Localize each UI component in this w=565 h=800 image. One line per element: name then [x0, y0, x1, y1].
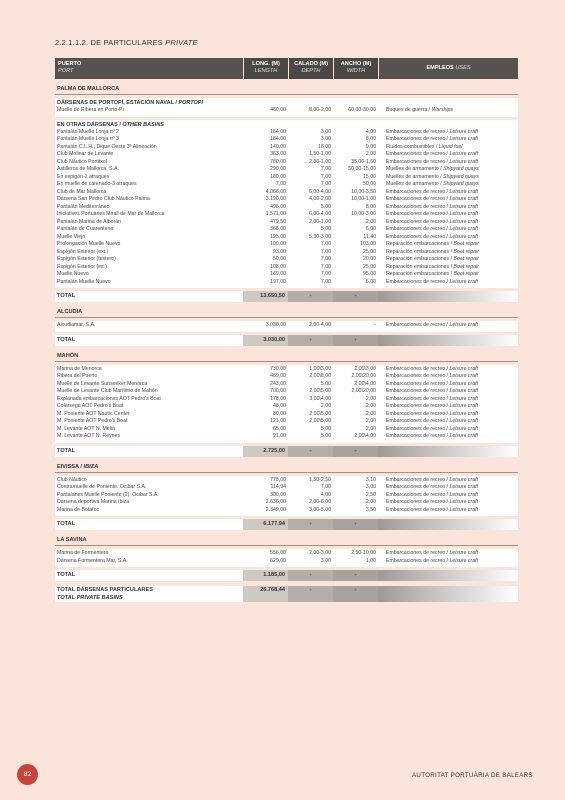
row-use: Embarcaciones de recreo / Leisure craft — [386, 188, 478, 195]
total-row-eivissa: TOTAL 6.177,94 - - — [55, 519, 518, 530]
row-use: Embarcaciones de recreo / Leisure craft — [386, 418, 478, 424]
row-name: Dársena San Pedro Club Náutico Palma — [57, 196, 150, 202]
row-use: Embarcaciones de recreo / Leisure craft — [386, 410, 478, 417]
row-width: - — [374, 322, 376, 328]
row-name: Pantalanes Muelle Poniente (2). Ocibar S.A. — [57, 491, 159, 498]
row-length: 778,00 — [270, 476, 286, 483]
row-use: Embarcaciones de recreo / Leisure craft — [386, 226, 478, 232]
private-basins-table — [55, 58, 518, 602]
row-depth: 1,00\3,00 — [309, 365, 331, 372]
row-width: 10,00-3,00 — [351, 211, 376, 217]
row-name: Pantalán Marina de Alborán — [57, 218, 122, 225]
row-depth: 3,00 — [320, 557, 331, 564]
row-depth: 2,00\8,00 — [309, 373, 331, 379]
row-width: 2,00\4,00 — [354, 380, 376, 387]
table-row — [55, 396, 518, 404]
table-row — [55, 499, 518, 507]
row-name: Muelle Viejo — [57, 233, 86, 240]
table-row — [55, 426, 518, 434]
total-row-alcudia: TOTAL 3.030,00 - - — [55, 335, 518, 346]
row-name: Contramuelle de Poniente. Ocibar S.A. — [57, 484, 147, 490]
table-row — [55, 418, 518, 426]
section-title: 2.2.1.1.2. DE PARTICULARES PRIVATE — [55, 38, 198, 47]
row-name: M. Levante AOT N. Meliá — [57, 425, 115, 432]
row-name: Pantalán Muelle Lonja nº 2 — [57, 128, 119, 135]
row-depth: 5,00 — [320, 433, 331, 439]
total-row-mahon: TOTAL 2.725,00 - - — [55, 446, 518, 457]
table-row — [55, 234, 518, 242]
row-name: Club Náutico Portitxol — [57, 158, 107, 165]
table-row — [55, 388, 518, 396]
row-depth: 2,00\5,00 — [309, 410, 331, 417]
row-use: Embarcaciones de recreo / Leisure craft — [386, 433, 478, 439]
table-row — [55, 256, 518, 264]
row-depth: 1,50-2,50 — [309, 476, 331, 483]
region-alcudia: ALCUDIA — [55, 307, 518, 318]
row-width: 2,00 — [365, 151, 376, 157]
row-width: 95,00 — [363, 271, 376, 277]
table-row — [55, 174, 518, 182]
row-length: 780,00 — [270, 158, 286, 165]
row-width: 103,00 — [360, 241, 376, 247]
row-width: 2,00\3,00 — [354, 365, 376, 372]
row-depth: 2,00-3,00 — [309, 550, 331, 556]
row-use: Embarcaciones de recreo / Leisure craft — [386, 380, 478, 387]
row-length: 100,00 — [270, 241, 286, 247]
row-depth: 6,00-4,00 — [309, 188, 331, 195]
row-name: Pantalán Muelle Nuevo — [57, 278, 111, 285]
rows-alcudia — [55, 322, 518, 330]
row-name: Club Molinar de Levante — [57, 151, 114, 157]
row-length: 290,00 — [270, 166, 286, 172]
row-length: 108,00 — [270, 263, 286, 270]
row-width: 8,00 — [365, 203, 376, 210]
row-width: 25,00 — [363, 263, 376, 270]
row-width: 25,00 — [363, 248, 376, 255]
row-length: 1.571,00 — [265, 211, 286, 217]
row-name: Dársena deportiva Marina Ibiza — [57, 499, 130, 505]
row-name: Pantalán C.L.H., Dique Oeste 3ª Alineación — [57, 143, 157, 150]
row-name: M. Poniente AOT Pedro's Boat — [57, 418, 128, 424]
row-length: 556,00 — [270, 550, 286, 556]
grand-total-row: TOTAL DÁRSENAS PARTICULARES TOTAL PRIVATE BASINS 26.768,44 - - — [55, 584, 518, 602]
row-width: 2,00\20,00 — [351, 388, 376, 394]
row-length: 7,00 — [275, 181, 286, 187]
row-use: Embarcaciones de recreo / Leisure craft — [386, 499, 478, 505]
row-use: Embarcaciones de recreo / Leisure craft — [386, 403, 478, 409]
row-depth: 3,00\4,00 — [309, 395, 331, 402]
row-depth: 7,00 — [320, 263, 331, 270]
row-use: Buques de guerra / Warships — [386, 107, 454, 113]
row-name: Dársena Formentera Mar, S.A. — [57, 557, 128, 564]
row-depth: 7,00 — [320, 256, 331, 262]
table-row — [55, 226, 518, 234]
row-use: Embarcaciones de recreo / Leisure craft — [386, 322, 478, 328]
row-depth: 4,00-2,00 — [309, 196, 331, 202]
row-length: 3.190,00 — [265, 196, 286, 202]
row-depth: 7,00 — [320, 173, 331, 180]
row-use: Reparación embarcaciones / Boat repair — [386, 271, 479, 277]
row-length: 184,00 — [270, 136, 286, 142]
row-use: Fluidos combustibles / Liquid fuel — [386, 143, 463, 150]
row-width: 10,00-1,00 — [351, 196, 376, 202]
row-depth: 2,00\5,00 — [309, 418, 331, 424]
table-row — [55, 558, 518, 566]
row-length: 243,00 — [270, 380, 286, 387]
row-width: 20,00 — [363, 256, 376, 262]
row-length: 368,00 — [270, 226, 286, 232]
row-name: Pantalán de Cuarentena — [57, 226, 114, 232]
row-width: 1,00 — [365, 557, 376, 564]
row-depth: 2,00-1,00 — [309, 158, 331, 165]
table-row — [55, 241, 518, 249]
row-use: Reparación embarcaciones / Boat repair — [386, 256, 479, 262]
row-width: 8,00 — [365, 136, 376, 142]
row-length: 121,00 — [270, 418, 286, 424]
row-length: 479,50 — [270, 218, 286, 225]
row-width: 3,50 — [365, 506, 376, 513]
row-depth: 5,00 — [320, 226, 331, 232]
row-depth: 7,00 — [320, 181, 331, 187]
row-depth: 7,00 — [320, 278, 331, 285]
group-alcudia — [55, 321, 518, 332]
row-depth: 5,00 — [320, 380, 331, 387]
row-name: Pantalán Muelle Lonja nº 3 — [57, 136, 119, 142]
row-name: Pantalán Mediterráneo — [57, 203, 110, 210]
row-name: Marina de Menorca — [57, 365, 102, 372]
row-use: Embarcaciones de recreo / Leisure craft — [386, 365, 478, 372]
row-use: Embarcaciones de recreo / Leisure craft — [386, 388, 478, 394]
total-row-palma: TOTAL 13.650,50 - - — [55, 291, 518, 302]
row-depth: 3,00-5,00 — [309, 506, 331, 513]
row-name: Iniciatives Portuàries Mirall de Mar de Mallorca — [57, 211, 165, 217]
row-use: Embarcaciones de recreo / Leisure craft — [386, 278, 478, 285]
row-depth: 3,00 — [320, 136, 331, 142]
group-la-savina — [55, 549, 518, 567]
row-name: Marina de Formentera — [57, 550, 109, 556]
row-width: 6,00 — [365, 226, 376, 232]
rows-eivissa — [55, 477, 518, 515]
row-length: 195,00 — [270, 233, 286, 240]
table-row — [55, 322, 518, 330]
row-length: 80,00 — [273, 410, 286, 417]
group-other-basins — [55, 120, 518, 289]
row-width: 2,00 — [365, 410, 376, 417]
table-row — [55, 166, 518, 174]
row-use: Embarcaciones de recreo / Leisure craft — [386, 395, 478, 402]
row-width: 50,00 — [363, 181, 376, 187]
row-use: Embarcaciones de recreo / Leisure craft — [386, 550, 478, 556]
row-use: Reparación embarcaciones / Boat repair — [386, 248, 479, 255]
table-row — [55, 492, 518, 500]
row-length: 178,00 — [270, 395, 286, 402]
table-row — [55, 507, 518, 515]
row-use: Muelles de armamento / Shipyard quays — [386, 166, 479, 172]
region-palma: PALMA DE MALLORCA — [55, 84, 518, 95]
table-row — [55, 381, 518, 389]
row-depth: 2,00-6,00 — [309, 499, 331, 505]
row-use: Muelles de armamento / Shipyard quays — [386, 181, 479, 187]
table-row — [55, 366, 518, 374]
table-row — [55, 151, 518, 159]
table-row — [55, 159, 518, 167]
row-length: 180,00 — [270, 173, 286, 180]
region-mahon: MAHÓN — [55, 351, 518, 362]
row-use: Embarcaciones de recreo / Leisure craft — [386, 491, 478, 498]
row-length: 65,00 — [273, 425, 286, 432]
row-use: Embarcaciones de recreo / Leisure craft — [386, 476, 478, 483]
row-name: Alcudiamar, S.A. — [57, 322, 96, 328]
table-row — [55, 411, 518, 419]
table-row — [55, 211, 518, 219]
row-width: 6,00 — [365, 278, 376, 285]
group-heading: DÁRSENAS DE PORTOPÍ, ESTACIÓN NAVAL / PORTOPI — [57, 100, 203, 106]
row-width: 2,00\4,00 — [354, 433, 376, 439]
row-length: 460,00 — [270, 107, 286, 113]
row-use: Embarcaciones de recreo / Leisure craft — [386, 484, 478, 490]
row-depth: 8,00-2,00 — [309, 107, 331, 113]
group-heading: EN OTRAS DÁRSENAS / OTHER BASINS — [57, 121, 164, 128]
row-use: Embarcaciones de recreo / Leisure craft — [386, 203, 478, 210]
row-use: Reparación embarcaciones / Boat repair — [386, 263, 479, 270]
row-length: 4.066,00 — [265, 188, 286, 195]
row-use: Embarcaciones de recreo / Leisure craft — [386, 151, 478, 157]
rows-la-savina — [55, 550, 518, 565]
row-width: 2,50 — [365, 491, 376, 498]
row-name: Espigón Exterior (ext.) — [57, 248, 109, 255]
rows-portopi — [55, 107, 518, 115]
row-width: 11,40 — [363, 233, 376, 240]
region-eivissa: EIVISSA / IBIZA — [55, 462, 518, 473]
group-eivissa — [55, 476, 518, 517]
table-row — [55, 196, 518, 204]
row-width: 10,00-3,50 — [351, 188, 376, 195]
region-la-savina: LA SAVINA — [55, 535, 518, 546]
row-length: 363,00 — [270, 151, 286, 157]
table-row — [55, 373, 518, 381]
row-depth: 2,00\5,00 — [309, 388, 331, 394]
table-row — [55, 129, 518, 137]
row-name: Club de Mar Mallorca — [57, 188, 107, 195]
row-name: Espigón Exterior (testero) — [57, 256, 116, 262]
row-use: Embarcaciones de recreo / Leisure craft — [386, 158, 478, 165]
row-width: 15,00 — [363, 173, 376, 180]
row-depth: 4,00 — [320, 491, 331, 498]
table-row — [55, 136, 518, 144]
table-row — [55, 219, 518, 227]
group-mahon — [55, 365, 518, 443]
row-use: Reparación embarcaciones / Boat repair — [386, 241, 479, 247]
row-name: Muelle Nuevo — [57, 271, 89, 277]
row-use: Embarcaciones de recreo / Leisure craft — [386, 211, 478, 217]
header-length: LONG. (M) LENGTH — [243, 58, 288, 79]
table-row — [55, 433, 518, 441]
row-width: 3,10 — [365, 476, 376, 483]
row-length: 300,00 — [270, 491, 286, 498]
table-row — [55, 204, 518, 212]
header-depth: CALADO (M) DEPTH — [288, 58, 333, 79]
row-depth: 7,00 — [320, 241, 331, 247]
row-length: 50,00 — [273, 256, 286, 262]
row-length: 93,00 — [273, 248, 286, 255]
row-width: 2,00\20,00 — [351, 373, 376, 379]
row-depth: 3,00 — [320, 128, 331, 135]
row-width: 2,00 — [365, 499, 376, 505]
row-depth: 5,00 — [320, 203, 331, 210]
row-width: 2,50-10,00 — [351, 550, 376, 556]
row-length: 3.030,00 — [265, 322, 286, 328]
table-row — [55, 271, 518, 279]
row-name: Astilleros de Mallorca, S.A. — [57, 166, 119, 172]
header-width: ANCHO (M) WIDTH — [333, 58, 378, 79]
row-width: 50,00-15,00 — [348, 166, 376, 172]
row-depth: 7,00 — [320, 248, 331, 255]
table-row — [55, 189, 518, 197]
row-length: 114,94 — [270, 484, 286, 490]
table-row — [55, 279, 518, 287]
row-depth: 16,00 — [318, 143, 331, 150]
row-width: 35,00-1,60 — [351, 158, 376, 165]
row-depth: 1,50-1,00 — [309, 151, 331, 157]
row-length: 169,00 — [270, 271, 286, 277]
row-name: Espigón Exterior (int.) — [57, 263, 107, 270]
row-use: Embarcaciones de recreo / Leisure craft — [386, 218, 478, 225]
row-name: Club Náutico — [57, 476, 87, 483]
group-portopi — [55, 98, 518, 117]
row-width: 2,00 — [365, 418, 376, 424]
row-width: 60,00-30,00 — [348, 107, 376, 113]
row-name: Marina de Botafoc — [57, 506, 100, 513]
row-name: Explanada embarcaciones AOT Pedro's Boat — [57, 395, 161, 402]
row-length: 730,00 — [270, 365, 286, 372]
table-header — [55, 58, 518, 79]
row-use: Muelles de armamento / Shipyard quays — [386, 173, 479, 180]
row-width: 2,00 — [365, 395, 376, 402]
row-use: Embarcaciones de recreo / Leisure craft — [386, 425, 478, 432]
table-row — [55, 144, 518, 152]
footer-organization: AUTORITAT PORTUÀRIA DE BALEARS — [412, 772, 533, 779]
row-depth: 2,00-4,00 — [309, 322, 331, 328]
row-depth: 7,00 — [320, 271, 331, 277]
row-width: 3,00 — [365, 484, 376, 490]
row-depth: 6,00-4,00 — [309, 211, 331, 217]
row-width: 2,00 — [365, 425, 376, 432]
row-length: 197,00 — [270, 278, 286, 285]
row-name: Ribera del Puerto — [57, 373, 98, 379]
table-row — [55, 550, 518, 558]
row-depth: 2,00 — [320, 403, 331, 409]
row-name: Muelle de Levante Sunseeker Menorca — [57, 380, 148, 387]
table-row — [55, 484, 518, 492]
page-number: 82 — [17, 764, 38, 785]
row-use: Embarcaciones de recreo / Leisure craft — [386, 128, 478, 135]
row-length: 48,00 — [273, 403, 286, 409]
row-length: 164,00 — [270, 128, 286, 135]
header-uses: EMPLEOS USES — [378, 58, 518, 79]
row-name: M. Poniente AOT Nautic Center — [57, 410, 130, 417]
table-row — [55, 264, 518, 272]
row-use: Embarcaciones de recreo / Leisure craft — [386, 557, 478, 564]
row-width: 2,00 — [365, 403, 376, 409]
row-length: 2.636,00 — [265, 499, 286, 505]
row-length: 469,00 — [270, 373, 286, 379]
row-name: Colàrsega AOT Pedro's Boat — [57, 403, 124, 409]
row-length: 496,00 — [270, 203, 286, 210]
row-depth: 5,30-3,00 — [309, 233, 331, 240]
row-name: Muelle de Levante Club Marítimo de Mahón — [57, 388, 158, 394]
row-depth: 2,00-1,00 — [309, 218, 331, 225]
row-length: 91,00 — [273, 433, 286, 439]
rows-mahon — [55, 366, 518, 441]
row-use: Embarcaciones de recreo / Leisure craft — [386, 196, 478, 202]
row-length: 629,00 — [270, 557, 286, 564]
row-name: Muelle de Ribera en Porto-Pí — [57, 107, 124, 113]
row-length: 140,00 — [270, 143, 286, 150]
rows-other-basins — [55, 129, 518, 287]
row-name: M. Levante AOT N. Reynes — [57, 433, 121, 439]
row-depth: 5,00 — [320, 425, 331, 432]
table-row — [55, 107, 518, 115]
row-length: 2.349,00 — [265, 506, 286, 513]
table-row — [55, 181, 518, 189]
row-depth: 7,00 — [320, 484, 331, 490]
table-row — [55, 249, 518, 257]
header-port: PUERTO PORT — [58, 61, 82, 74]
row-use: Embarcaciones de recreo / Leisure craft — [386, 233, 478, 240]
row-width: 2,00 — [365, 218, 376, 225]
row-use: Embarcaciones de recreo / Leisure craft — [386, 373, 478, 379]
table-row — [55, 403, 518, 411]
row-name: Prolongación Muelle Nuevo — [57, 241, 121, 247]
row-name: En muelle de carenado-3 atraques — [57, 181, 137, 187]
row-use: Embarcaciones de recreo / Leisure craft — [386, 506, 478, 513]
table-row — [55, 477, 518, 485]
total-row-la-savina: TOTAL 1.185,00 - - — [55, 570, 518, 581]
row-name: En espigón-2 atraques — [57, 173, 110, 180]
row-width: 9,00 — [365, 143, 376, 150]
row-length: 700,00 — [270, 388, 286, 394]
row-use: Embarcaciones de recreo / Leisure craft — [386, 136, 478, 142]
row-depth: 7,00 — [320, 166, 331, 172]
row-width: 4,00 — [365, 128, 376, 135]
